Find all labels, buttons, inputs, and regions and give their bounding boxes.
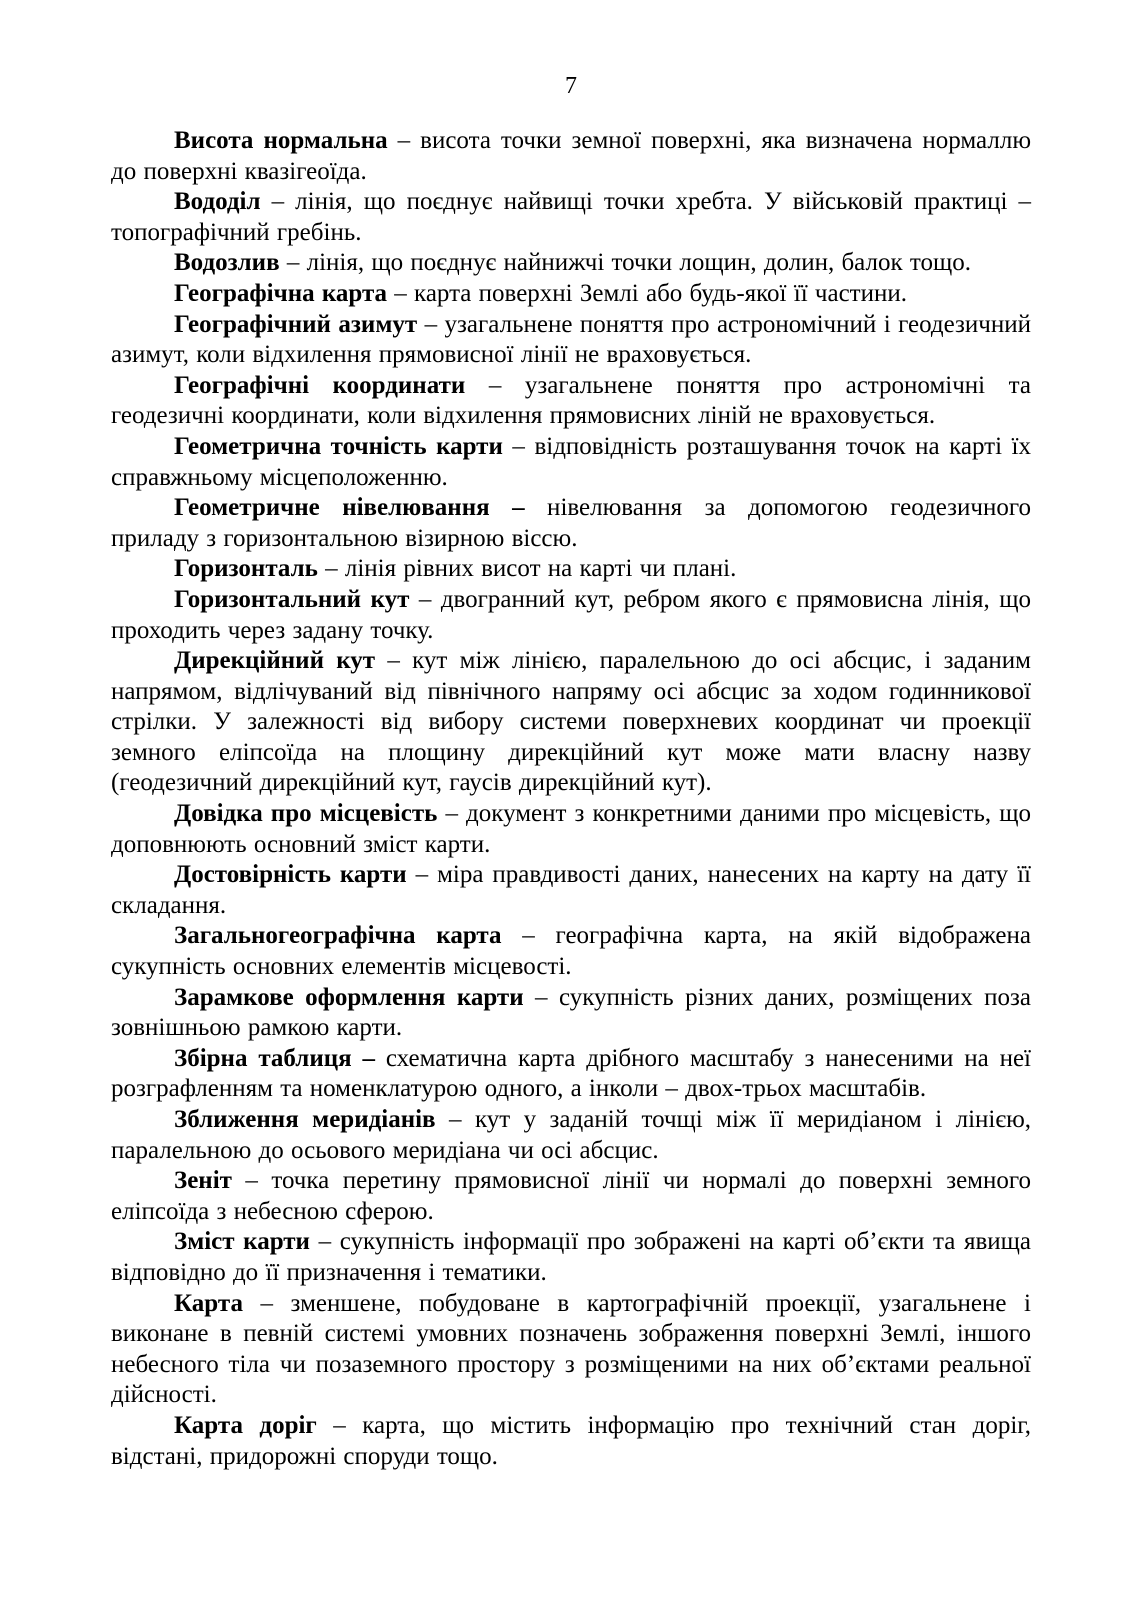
glossary-term: Зеніт [174,1167,232,1195]
glossary-definition: – міра правдивості даних, нанесених на карту на дату її складання. [111,861,1031,919]
glossary-term: Зближення меридіанів [174,1106,436,1133]
glossary-term: Водозлив [174,249,280,277]
glossary-definition: – кут у заданій точщі між її меридіаном і лінією, паралельною до осьового меридіана чи осі абсцис. [111,1106,1031,1164]
glossary-definition: – географічна карта, на якій відображена сукупність основних елементів місцевості. [111,922,1031,981]
glossary-definition: – відповідність розташування точок на карті їх справжньому місцеположенню. [111,432,1032,491]
glossary-term: Зарамкове оформлення карти [174,983,524,1011]
glossary-definition: – сукупність різних даних, розміщених поза зовнішньою рамкою карти. [111,983,1031,1042]
glossary-entry [111,126,1031,187]
glossary-term: Загальногеографічна карта [174,922,502,950]
glossary-term: Карта [174,1289,243,1317]
glossary-term: Карта доріг [174,1411,317,1439]
glossary-entry [111,1289,1031,1411]
glossary-entry [111,1105,1031,1166]
glossary-entry [111,646,1031,799]
glossary-term: Географічний азимут [174,310,418,338]
glossary-entry [111,432,1031,493]
glossary-content [111,126,1031,1472]
glossary-entry [111,585,1031,646]
glossary-entry [111,921,1031,982]
glossary-definition: – карта поверхні Землі або будь-якої її частини. [387,279,907,307]
glossary-definition: – лінія рівних висот на карті чи плані. [317,555,737,583]
glossary-entry [111,371,1031,432]
glossary-definition: – лінія, що поєднує найнижчі точки лощин, долин, балок тощо. [279,249,971,277]
glossary-term: Збірна таблиця – [174,1044,376,1072]
glossary-term: Географічні координати [174,371,466,399]
glossary-term: Довідка про місцевість [174,800,438,828]
glossary-definition: – карта, що містить інформацію про технічний стан доріг, відстані, придорожні споруди тощо. [111,1411,1031,1470]
glossary-entry [111,860,1031,921]
glossary-term: Геометрична точність карти [174,432,503,460]
glossary-term: Вододіл [174,188,261,216]
glossary-term: Географічна карта [174,279,388,307]
glossary-definition: схематична карта дрібного масштабу з нанесеними на неї розграфленням та номенклатурою одного, а інколи – двох-трьох масштабів. [111,1044,1031,1103]
glossary-definition: – документ з конкретними даними про місцевість, що доповнюють основний зміст карти. [111,800,1032,858]
glossary-entry [111,1411,1031,1472]
glossary-term: Геометричне нівелювання – [174,494,525,522]
glossary-entry [111,554,1031,585]
glossary-entry [111,1166,1031,1227]
glossary-entry [111,248,1031,279]
glossary-definition: – точка перетину прямовисної лінії чи нормалі до поверхні земного еліпсоїда з небесною сферою. [111,1167,1031,1225]
glossary-term: Горизонталь [174,555,318,583]
glossary-definition: – двогранний кут, ребром якого є прямовисна лінія, що проходить через задану точку. [111,585,1031,644]
glossary-definition: нівелювання за допомогою геодезичного приладу з горизонтальною візирною віссю. [111,494,1031,552]
glossary-term: Висота нормальна [174,127,388,154]
glossary-definition: – узагальнене поняття про астрономічний і геодезичний азимут, коли відхилення прямовисної лінії не враховується. [111,310,1031,369]
glossary-definition: – лінія, що поєднує найвищі точки хребта. У військовій практиці – топографічний гребінь. [111,188,1031,246]
glossary-entry [111,279,1031,310]
glossary-definition: – зменшене, побудоване в картографічній проекції, узагальнене і виконане в певній системі умовних позначень зображення поверхні Землі, іншого небесного тіла чи позаземного простору з розміщеними на них об’єктами реальної дійсності. [111,1289,1031,1409]
page-number: 7 [565,73,577,99]
glossary-entry [111,493,1031,554]
glossary-term: Достовірність карти [174,861,407,889]
glossary-entry [111,1044,1031,1105]
glossary-entry [111,310,1031,371]
glossary-definition: – узагальнене поняття про астрономічні та геодезичні координати, коли відхилення прямовисних ліній не враховується. [111,371,1031,430]
glossary-entry [111,983,1031,1044]
glossary-entry [111,1227,1031,1288]
glossary-definition: – кут між лінією, паралельною до осі абсцис, і заданим напрямом, відлічуваний від північного напряму осі абсцис за ходом годинникової стрілки. У залежності від вибору системи поверхневих координат чи проекції земного еліпсоїда на площину дирекційний кут може мати власну назву (геодезичний дирекційний кут, гаусів дирекційний кут). [111,647,1032,797]
glossary-term: Дирекційний кут [174,647,376,675]
glossary-entry [111,187,1031,248]
glossary-definition: – висота точки земної поверхні, яка визначена нормаллю до поверхні квазігеоїда. [111,127,1032,185]
glossary-term: Зміст карти [174,1228,310,1256]
glossary-entry [111,799,1031,860]
glossary-term: Горизонтальний кут [174,585,410,613]
glossary-definition: – сукупність інформації про зображені на карті об’єкти та явища відповідно до її призначення і тематики. [111,1228,1031,1286]
